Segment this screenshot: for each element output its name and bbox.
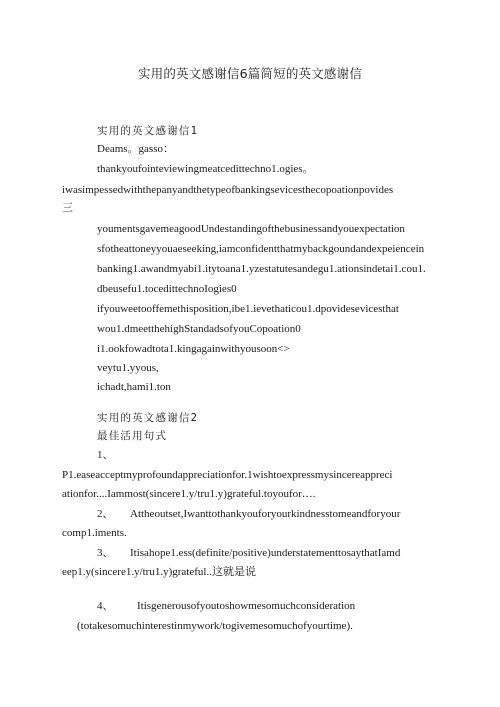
letter1-paragraph4: i1.ookfowadtota1.kingagainwithyousoon<>: [97, 343, 290, 355]
item1-number: 1、: [97, 449, 114, 461]
item1-line2: ationfor....Iammost(sincere1.y/tru1.y)grateful.toyoufor….: [62, 488, 316, 500]
item2-line1: Attheoutset,Iwanttothankyouforyourkindnesstomeandforyour: [130, 508, 401, 520]
letter1-paragraph1-line1: thankyoufointeviewingmeatcedittechno1.ogies。: [97, 163, 314, 175]
item3-line2: eep1.y(sincere1.y/tru1.y)grateful..这就是说: [62, 566, 256, 578]
letter1-paragraph2-line2: sfotheattoneyyouaeseeking,iamconfidentthatmybackgoundandexpeiencein: [97, 243, 425, 255]
item3-line1: Itisahope1.ess(definite/positive)understatementtosaythatIamd: [130, 547, 401, 559]
item4-number: 4、: [97, 600, 114, 612]
item3-number: 3、: [97, 547, 114, 559]
letter1-closing: veytu1.yyous,: [97, 362, 159, 374]
item4-line2: (totakesomuchinterestinmywork/togivemesomuchofyourtime).: [77, 620, 353, 632]
letter1-signature: ichadt,hami1.ton: [97, 381, 171, 393]
item2-number: 2、: [97, 508, 114, 520]
letter2-heading: 实用的英文感谢信2: [97, 412, 199, 424]
page-title: 实用的英文感谢信6篇简短的英文感谢信: [137, 66, 363, 81]
letter1-paragraph3-line1: ifyouweetooffemethisposition,ibe1.ievethaticou1.dpovidesevicesthat: [97, 303, 399, 315]
letter1-paragraph1-line3: 三: [62, 202, 73, 214]
letter2-subheading: 最佳活用句式: [97, 430, 168, 442]
letter1-salutation: Deams。gasso：: [97, 143, 174, 155]
letter1-paragraph3-line2: wou1.dmeetthehighStandadsofyouCopoation0: [97, 323, 301, 335]
item4-line1: Itisgenerousofyoutoshowmesomuchconsideration: [137, 600, 356, 612]
letter1-paragraph2-line1: youmentsgavemeagoodUndestandingofthebusinessandyouexpectation: [97, 223, 405, 235]
item2-line2: comp1.iments.: [62, 527, 127, 539]
letter1-paragraph2-line4: dbeusefu1.tocedittechnoIogies0: [97, 283, 237, 295]
letter1-heading: 实用的英文感谢信1: [97, 125, 199, 137]
letter1-paragraph1-line2: iwasimpessedwiththepanyandthetypeofbankingsevicesthecopoationpovides: [62, 184, 394, 196]
item1-line1: P1.easeacceptmyprofoundappreciationfor.1wishtoexpressmysincereappreci: [62, 469, 393, 481]
letter1-paragraph2-line3: banking1.awandmyabi1.itytoana1.yzestatutesandegu1.ationsindetai1.cou1.: [97, 263, 426, 275]
